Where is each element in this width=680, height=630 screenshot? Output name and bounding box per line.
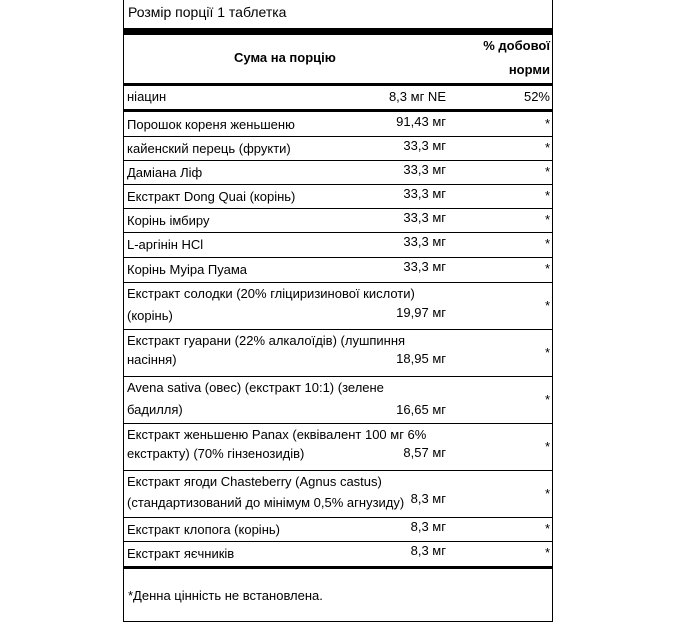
ingredient-name: Корінь імбиру (127, 213, 210, 228)
ingredient-dv: * (544, 164, 550, 179)
table-row (124, 137, 552, 161)
ingredient-name-line2: (корінь) (127, 308, 173, 323)
table-row (124, 161, 552, 185)
ingredient-amount: 33,3 мг (403, 186, 446, 201)
ingredient-amount: 19,97 мг (396, 305, 446, 320)
ingredient-amount: 33,3 мг (403, 234, 446, 249)
ingredient-amount: 33,3 мг (403, 259, 446, 274)
daily-value-header-line1: % добової (483, 38, 550, 53)
nutrient-rows (124, 86, 552, 569)
ingredient-name-line1: Екстракт гуарани (22% алкалоїдів) (лушпиння (127, 333, 406, 348)
ingredient-name: L-аргінін HCl (127, 237, 204, 252)
thick-divider (124, 28, 552, 35)
daily-value-header-line2: норми (508, 62, 550, 77)
ingredient-amount: 33,3 мг (403, 210, 446, 225)
ingredient-name: ніацин (127, 89, 167, 104)
ingredient-name-line1: Екстракт ягоди Chasteberry (Agnus castus) (127, 474, 382, 489)
ingredient-dv: * (544, 212, 550, 227)
ingredient-dv: * (544, 140, 550, 155)
ingredient-name: Даміана Ліф (127, 165, 203, 180)
ingredient-amount: 33,3 мг (403, 138, 446, 153)
ingredient-name-line2: насіння) (127, 352, 177, 367)
ingredient-dv: * (544, 486, 550, 501)
table-row (124, 112, 552, 137)
amount-per-serving-header: Сума на порцію (234, 50, 336, 65)
ingredient-amount: 8,3 мг (410, 491, 446, 506)
ingredient-name: Екстракт яєчників (127, 546, 235, 561)
table-row (124, 377, 552, 424)
ingredient-name: Корінь Муіра Пуама (127, 262, 248, 277)
ingredient-amount: 8,3 мг NE (388, 89, 446, 104)
ingredient-dv: * (544, 545, 550, 560)
table-row (124, 471, 552, 518)
ingredient-dv: * (544, 188, 550, 203)
ingredient-name: кайенский перець (фрукти) (127, 141, 291, 156)
ingredient-name: Екстракт клопога (корінь) (127, 522, 280, 537)
ingredient-amount: 18,95 мг (396, 351, 446, 366)
table-row (124, 209, 552, 233)
ingredient-dv: * (544, 521, 550, 536)
table-row (124, 518, 552, 542)
serving-size: Розмір порції 1 таблетка (128, 4, 287, 20)
ingredient-amount: 8,3 мг (410, 519, 446, 534)
ingredient-dv: * (544, 261, 550, 276)
ingredient-dv: 52% (523, 89, 550, 104)
ingredient-name-line1: Avena sativa (овес) (екстракт 10:1) (зелене бадилля) (127, 380, 384, 417)
footnote: *Денна цінність не встановлена. (128, 588, 323, 603)
ingredient-name-line1: Екстракт женьшеню Panax (еквівалент 100 мг 6% (127, 427, 427, 442)
ingredient-dv: * (544, 116, 550, 131)
table-row (124, 424, 552, 471)
table-row (124, 542, 552, 569)
ingredient-amount: 8,57 мг (403, 445, 446, 460)
ingredient-name-line1: Екстракт солодки (20% гліциризинової кислоти) (127, 286, 415, 301)
ingredient-name-line2: (стандартизований до мінімум 0,5% агнузиду) (127, 495, 405, 510)
ingredient-dv: * (544, 345, 550, 360)
supplement-facts-panel (123, 0, 553, 622)
ingredient-name: Порошок кореня женьшеню (127, 117, 295, 132)
ingredient-dv: * (544, 236, 550, 251)
ingredient-dv: * (544, 439, 550, 454)
ingredient-dv: * (544, 392, 550, 407)
ingredient-name-line2: екстракту) (70% гінзенозидів) (127, 446, 305, 461)
ingredient-amount: 91,43 мг (396, 114, 446, 129)
table-row (124, 283, 552, 330)
table-row (124, 258, 552, 283)
table-row (124, 330, 552, 377)
ingredient-amount: 8,3 мг (410, 543, 446, 558)
ingredient-amount: 33,3 мг (403, 162, 446, 177)
ingredient-name: Екстракт Dong Quai (корінь) (127, 189, 296, 204)
table-row (124, 233, 552, 258)
table-row (124, 185, 552, 209)
ingredient-amount: 16,65 мг (396, 402, 446, 417)
ingredient-dv: * (544, 298, 550, 313)
table-row (124, 86, 552, 112)
